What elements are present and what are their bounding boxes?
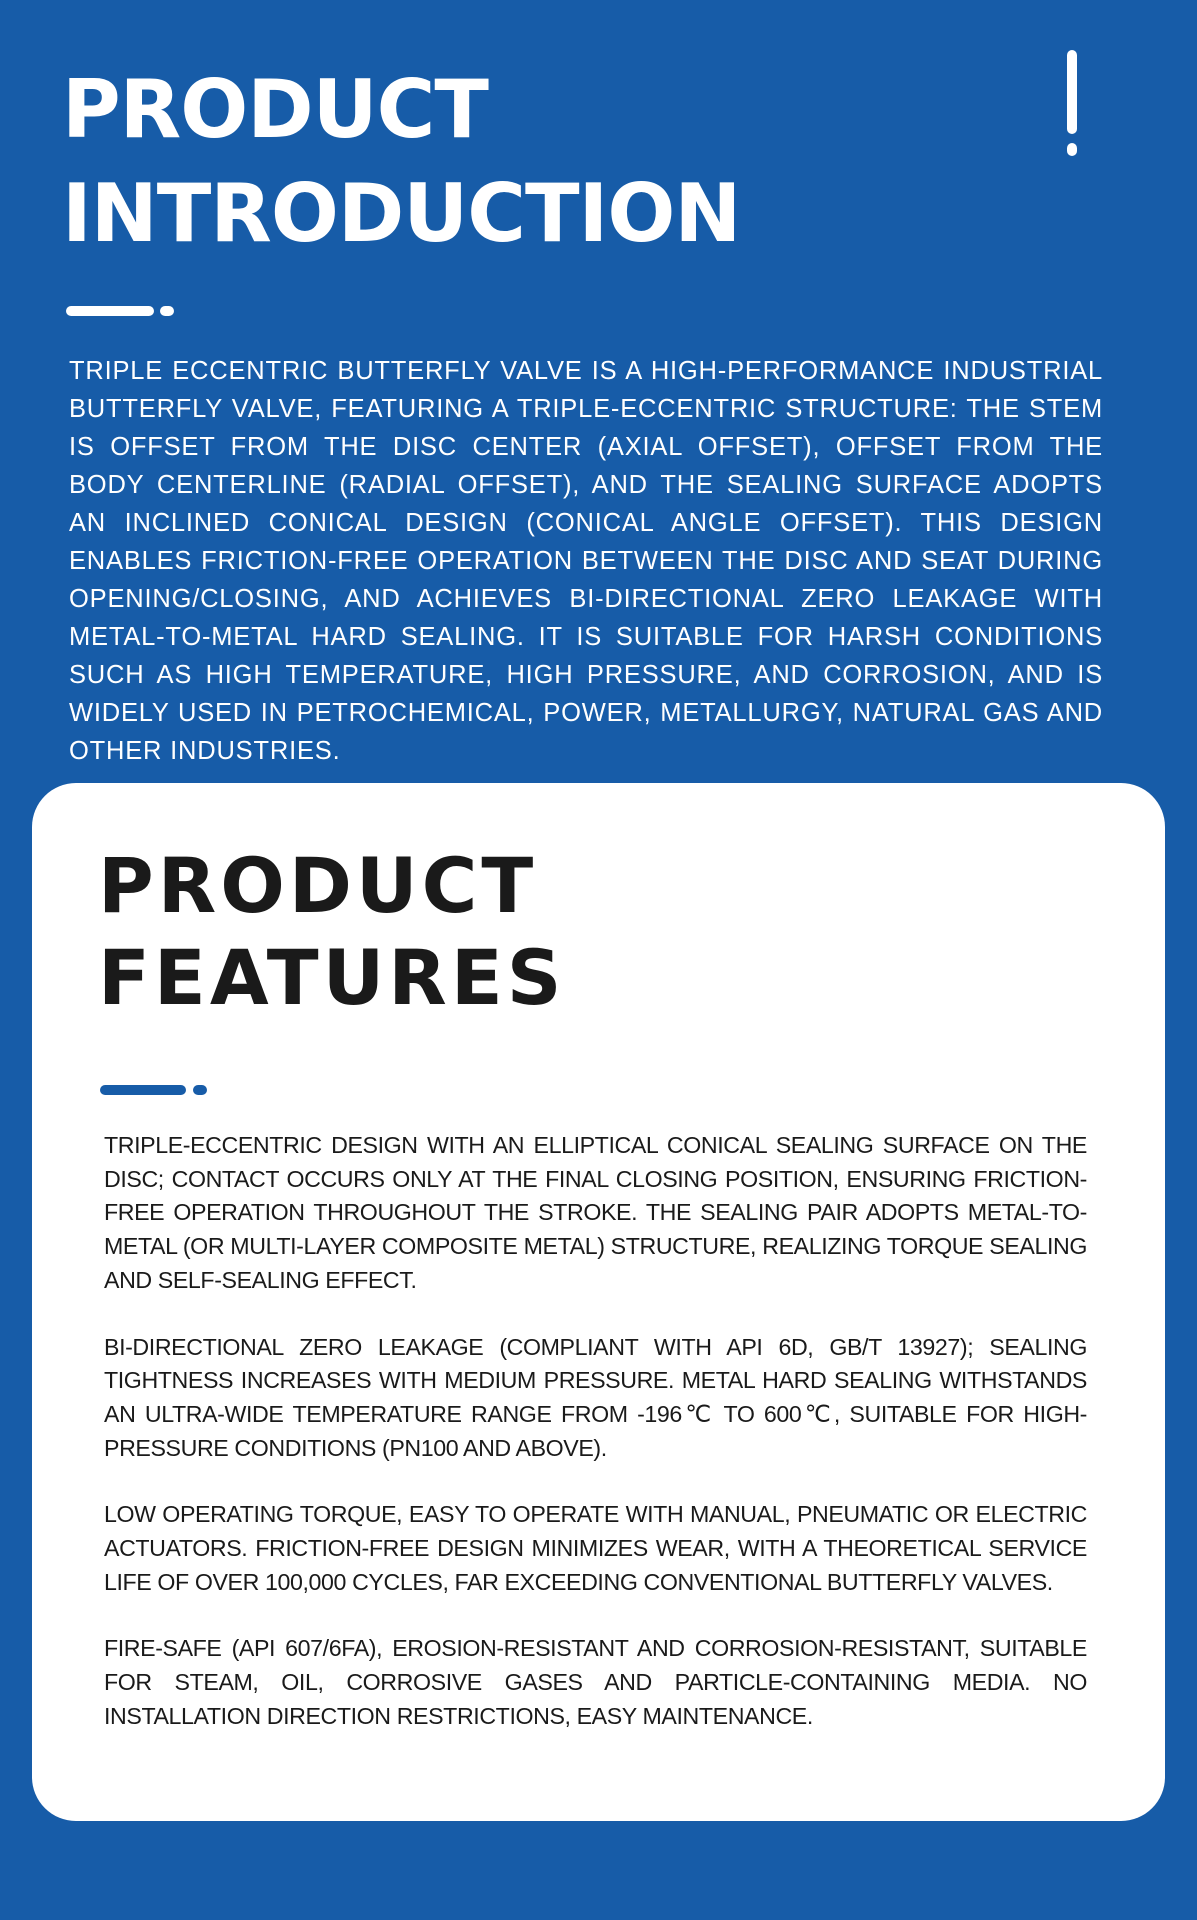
features-divider-line [100,1085,186,1095]
intro-title-line2: INTRODUCTION [62,167,741,260]
intro-divider-line [66,306,154,316]
intro-title [62,58,740,266]
intro-text: TRIPLE ECCENTRIC BUTTERFLY VALVE IS A HIGH-PERFORMANCE INDUSTRIAL BUTTERFLY VALVE, FEATURING A TRIPLE-ECCENTRIC STRUCTURE: THE STEM IS OFFSET FROM THE DISC CENTER (AXIAL OFFSET), OFFSET FROM THE BODY CENTERLINE (RADIAL OFFSET), AND THE SEALING SURFACE ADOPTS AN INCLINED CONICAL DESIGN (CONICAL ANGLE OFFSET). THIS DESIGN ENABLES FRICTION-FREE OPERATION BETWEEN THE DISC AND SEAT DURING OPENING/CLOSING, AND ACHIEVES BI-DIRECTIONAL ZERO LEAKAGE WITH METAL-TO-METAL HARD SEALING. IT IS SUITABLE FOR HARSH CONDITIONS SUCH AS HIGH TEMPERATURE, HIGH PRESSURE, AND CORROSION, AND IS WIDELY USED IN PETROCHEMICAL, POWER, METALLURGY, NATURAL GAS AND OTHER INDUSTRIES. [69,357,1103,765]
feature-item: FIRE-SAFE (API 607/6FA), EROSION-RESISTANT AND CORROSION-RESISTANT, SUITABLE FOR STEAM, OIL, CORROSIVE GASES AND PARTICLE-CONTAINING MEDIA. NO INSTALLATION DIRECTION RESTRICTIONS, EASY MAINTENANCE. [104,1635,1087,1729]
features-title-line2: FEATURES [98,933,566,1022]
exclamation-dot [1067,143,1077,156]
feature-item: LOW OPERATING TORQUE, EASY TO OPERATE WITH MANUAL, PNEUMATIC OR ELECTRIC ACTUATORS. FRICTION-FREE DESIGN MINIMIZES WEAR, WITH A THEORETICAL SERVICE LIFE OF OVER 100,000 CYCLES, FAR EXCEEDING CONVENTIONAL BUTTERFLY VALVES. [104,1501,1087,1595]
features-list [104,1129,1087,1767]
features-divider-dot [193,1085,207,1095]
feature-item: TRIPLE-ECCENTRIC DESIGN WITH AN ELLIPTICAL CONICAL SEALING SURFACE ON THE DISC; CONTACT OCCURS ONLY AT THE FINAL CLOSING POSITION, ENSURING FRICTION-FREE OPERATION THROUGHOUT THE STROKE. THE SEALING PAIR ADOPTS METAL-TO-METAL (OR MULTI-LAYER COMPOSITE METAL) STRUCTURE, REALIZING TORQUE SEALING AND SELF-SEALING EFFECT. [104,1132,1087,1293]
intro-title-line1: PRODUCT [62,63,488,156]
exclamation-bar [1067,50,1077,134]
features-title [98,840,565,1024]
intro-divider-dot [160,306,174,316]
feature-item: BI-DIRECTIONAL ZERO LEAKAGE (COMPLIANT WITH API 6D, GB/T 13927); SEALING TIGHTNESS INCREASES WITH MEDIUM PRESSURE. METAL HARD SEALING WITHSTANDS AN ULTRA-WIDE TEMPERATURE RANGE FROM -196℃ TO 600℃, SUITABLE FOR HIGH-PRESSURE CONDITIONS (PN100 AND ABOVE). [104,1333,1087,1461]
features-title-line1: PRODUCT [98,841,538,930]
